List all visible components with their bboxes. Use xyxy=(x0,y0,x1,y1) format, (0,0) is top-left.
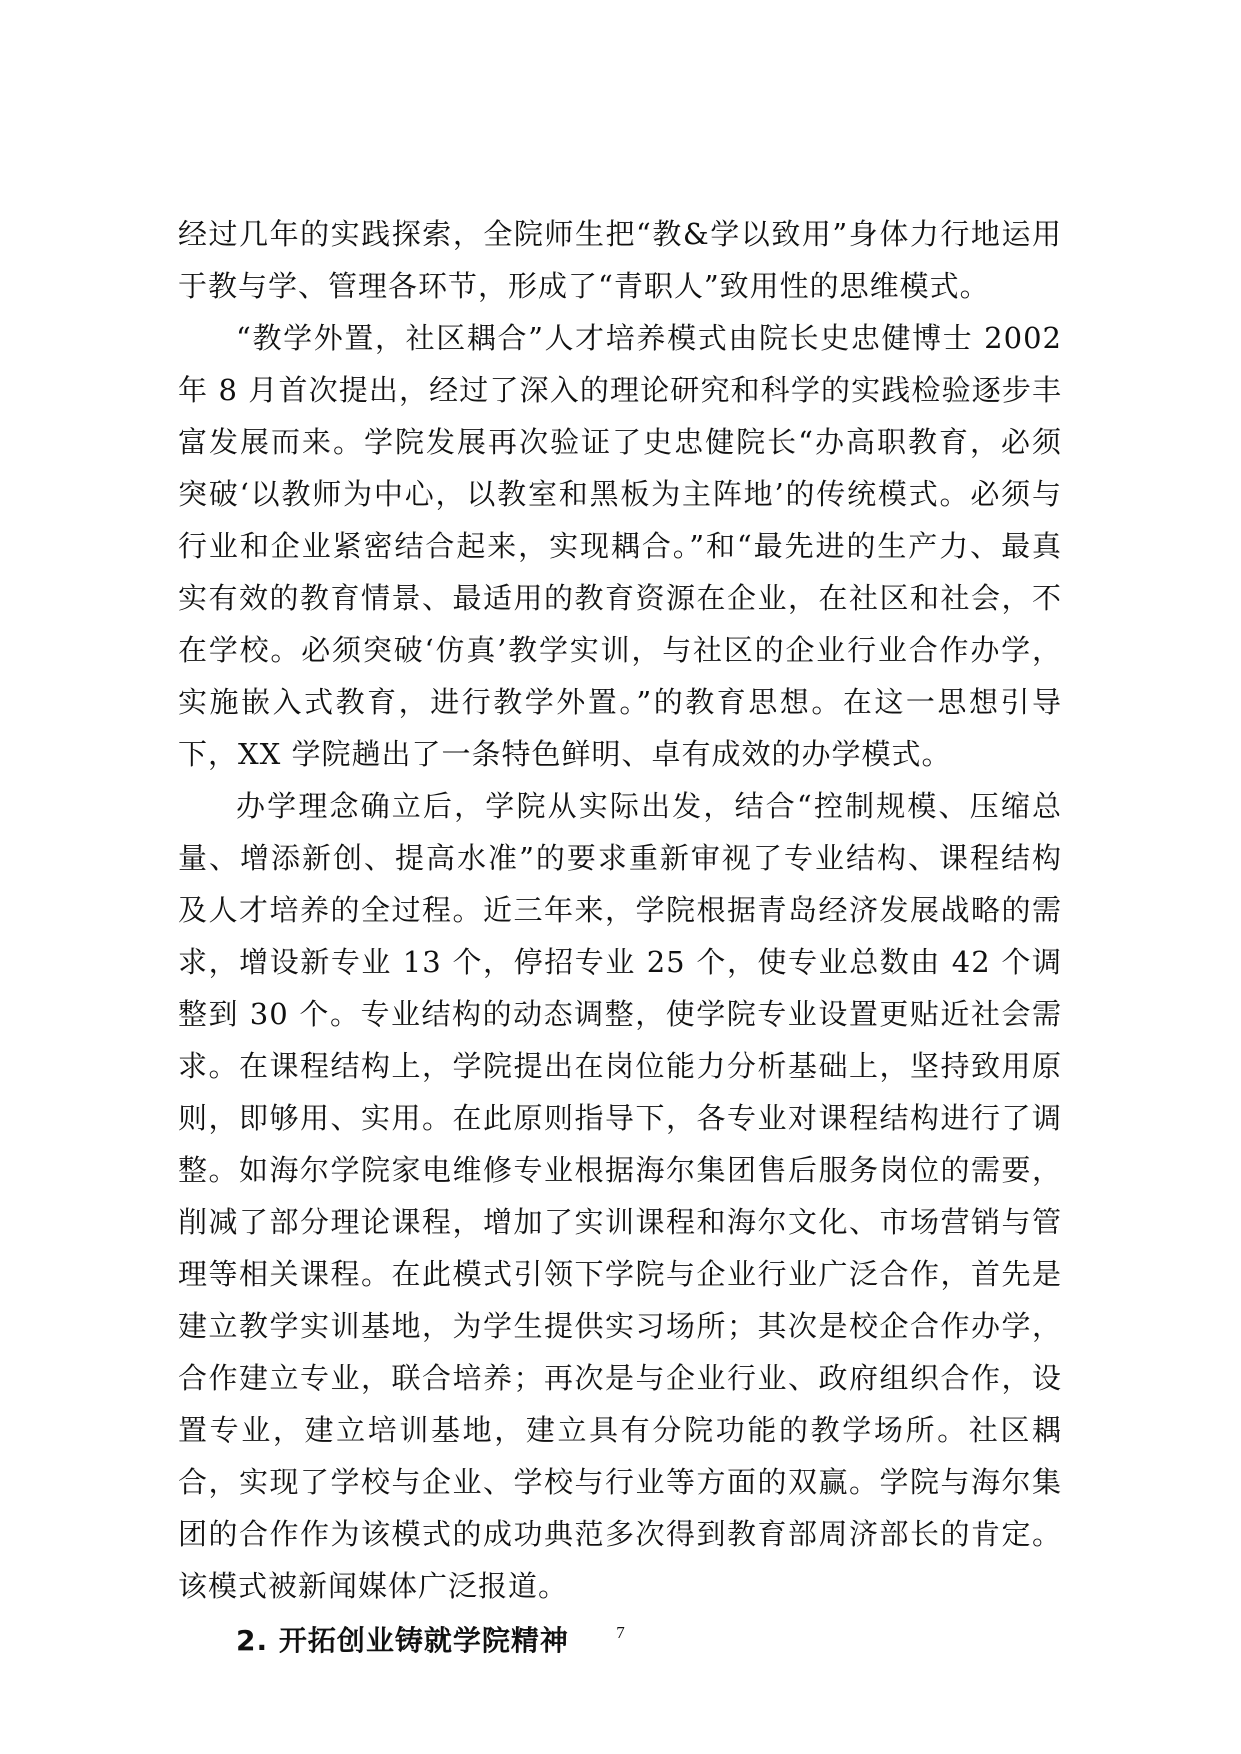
paragraph-1: 经过几年的实践探索，全院师生把“教&学以致用”身体力行地运用于教与学、管理各环节，形成了“青职人”致用性的思维模式。 xyxy=(178,217,1062,303)
paragraph-3: 办学理念确立后，学院从实际出发，结合“控制规模、压缩总量、增添新创、提高水准”的要求重新审视了专业结构、课程结构及人才培养的全过程。近三年来，学院根据青岛经济发展战略的需求，增设新专业 13 个，停招专业 25 个，使专业总数由 42 个调整到 30 个。专业结构的动态调整，使学院专业设置更贴近社会需求。在课程结构上，学院提出在岗位能力分析基础上，坚持致用原则，即够用、实用。在此原则指导下，各专业对课程结构进行了调整。如海尔学院家电维修专业根据海尔集团售后服务岗位的需要，削减了部分理论课程，增加了实训课程和海尔文化、市场营销与管理等相关课程。在此模式引领下学院与企业行业广泛合作，首先是建立教学实训基地，为学生提供实习场所；其次是校企合作办学，合作建立专业，联合培养；再次是与企业行业、政府组织合作，设置专业，建立培训基地，建立具有分院功能的教学场所。社区耦合，实现了学校与企业、学校与行业等方面的双赢。学院与海尔集团的合作作为该模式的成功典范多次得到教育部周济部长的肯定。该模式被新闻媒体广泛报道。 xyxy=(178,789,1062,1603)
section-heading: 2. 开拓创业铸就学院精神 xyxy=(236,1624,569,1657)
paragraph-2: “教学外置，社区耦合”人才培养模式由院长史忠健博士 2002 年 8 月首次提出，经过了深入的理论研究和科学的实践检验逐步丰富发展而来。学院发展再次验证了史忠健院长“办高职教育，必须突破‘以教师为中心，以教室和黑板为主阵地’的传统模式。必须与行业和企业紧密结合起来，实现耦合。”和“最先进的生产力、最真实有效的教育情景、最适用的教育资源在企业，在社区和社会，不在学校。必须突破‘仿真’教学实训，与社区的企业行业合作办学，实施嵌入式教育，进行教学外置。”的教育思想。在这一思想引导下，XX 学院趟出了一条特色鲜明、卓有成效的办学模式。 xyxy=(178,321,1062,771)
body-text xyxy=(178,208,1062,1668)
page-number: 7 xyxy=(616,1623,625,1642)
